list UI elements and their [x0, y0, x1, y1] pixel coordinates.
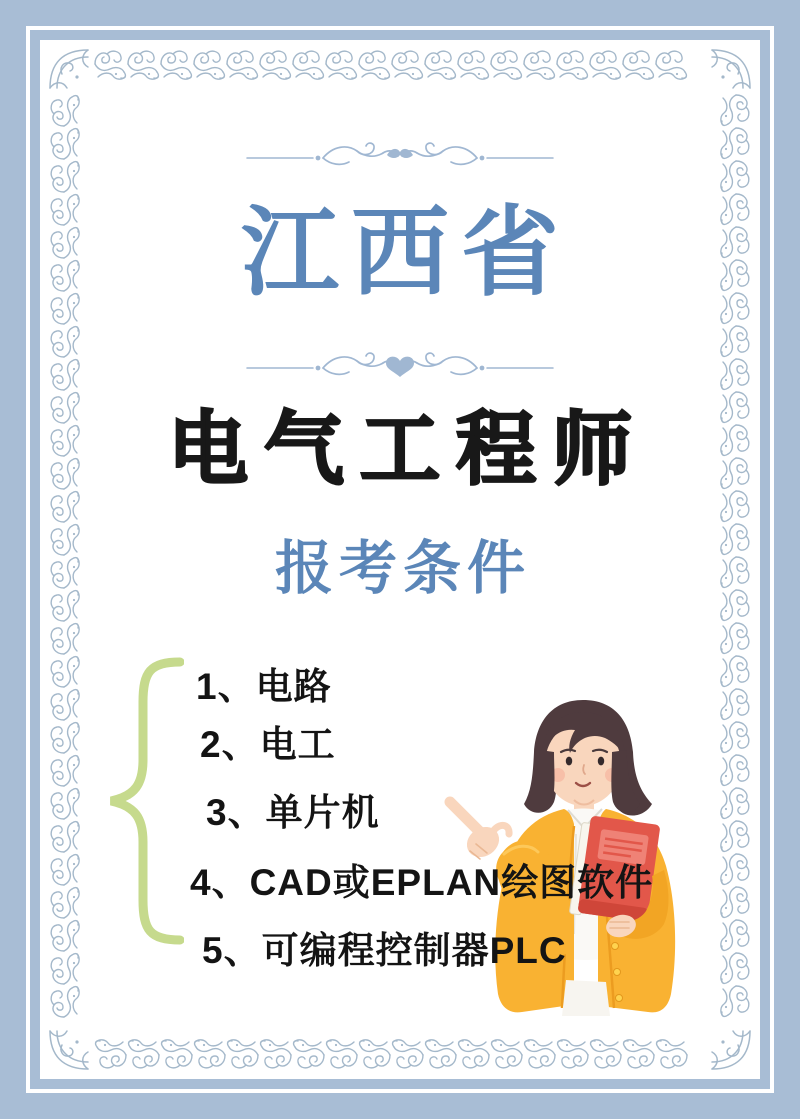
hair-lock-left — [526, 750, 555, 811]
coat-button — [614, 969, 621, 976]
eye-left — [566, 757, 572, 766]
coat-button — [616, 995, 623, 1002]
skirt — [562, 980, 610, 1016]
coat-button — [612, 943, 619, 950]
list-item: 2、电工 — [200, 724, 336, 765]
subtitle: 报考条件 — [274, 536, 531, 601]
curly-brace — [98, 656, 184, 946]
list-item: 1、电路 — [196, 666, 332, 707]
eye-right — [598, 757, 604, 766]
main-title: 电气工程师 — [168, 405, 648, 494]
list-item: 3、单片机 — [206, 792, 380, 833]
flourish-divider-bottom — [245, 351, 555, 381]
list-item: 4、CAD或EPLAN绘图软件 — [190, 862, 654, 903]
list-item: 5、可编程控制器PLC — [202, 930, 567, 971]
province-title: 江西省 — [240, 200, 571, 308]
flourish-divider-top — [245, 141, 555, 171]
